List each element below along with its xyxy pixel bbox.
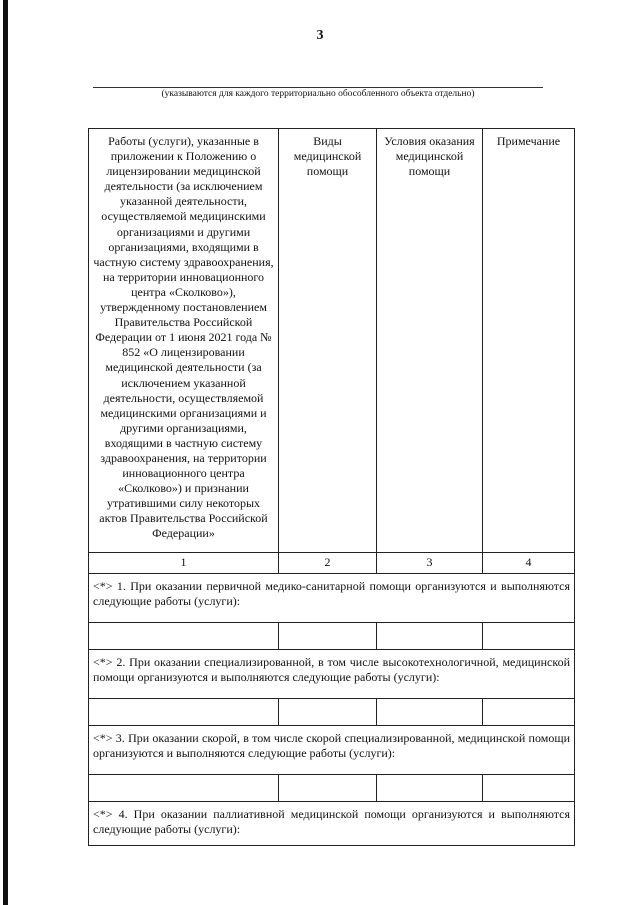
blank-cell [89,775,279,802]
blank-cell [377,623,483,650]
column-number: 2 [279,553,377,574]
blank-cell [483,775,575,802]
column-number: 3 [377,553,483,574]
header-cell-types: Виды медицинской помощи [279,129,377,553]
section-row [89,802,575,846]
left-margin-bar [3,0,8,905]
section-row [89,650,575,699]
column-number: 4 [483,553,575,574]
blank-cell [89,699,279,726]
blank-cell [483,623,575,650]
header-rule [93,87,543,88]
section-row [89,726,575,775]
table-header-row [89,129,575,553]
header-cell-conditions: Условия оказания медицинской помощи [377,129,483,553]
blank-cell [279,775,377,802]
header-cell-note: Примечание [483,129,575,553]
blank-cell [377,775,483,802]
section-text: <*> 1. При оказании первичной медико-санитарной помощи организуются и выполняются следующие работы (услуги): [89,574,575,623]
header-note: (указываются для каждого территориально обособленного объекта отдельно) [161,89,475,99]
column-number-row [89,553,575,574]
section-text: <*> 2. При оказании специализированной, в том числе высокотехнологичной, медицинской помощи организуются и выполняются следующие работы (услуги): [89,650,575,699]
blank-cell [89,623,279,650]
section-row [89,574,575,623]
section-text: <*> 3. При оказании скорой, в том числе скорой специализированной, медицинской помощи организуются и выполняются следующие работы (услуги): [89,726,575,775]
blank-cell [483,699,575,726]
blank-cell [279,699,377,726]
blank-row [89,699,575,726]
blank-row [89,623,575,650]
blank-row [89,775,575,802]
column-number: 1 [89,553,279,574]
blank-cell [279,623,377,650]
blank-cell [377,699,483,726]
header-cell-works: Работы (услуги), указанные в приложении к Положению о лицензировании медицинской деятельности (за исключением указанной деятельности, осуществляемой медицинскими организациями и другими организациями, входящими в частную систему здравоохранения, на территории инновационного центра «Сколково»), утвержденному постановлением Правительства Российской Федерации от 1 июня 2021 года № 852 «О лицензировании медицинской деятельности (за исключением указанной деятельности, осуществляемой медицинскими организациями и другими организациями, входящими в частную систему здравоохранения, на территории инновационного центра «Сколково») и признании утратившими силу некоторых актов Правительства Российской Федерации» [89,129,279,553]
section-text: <*> 4. При оказании паллиативной медицинской помощи организуются и выполняются следующие работы (услуги): [89,802,575,846]
services-table [88,128,575,846]
page-number: 3 [316,28,324,43]
